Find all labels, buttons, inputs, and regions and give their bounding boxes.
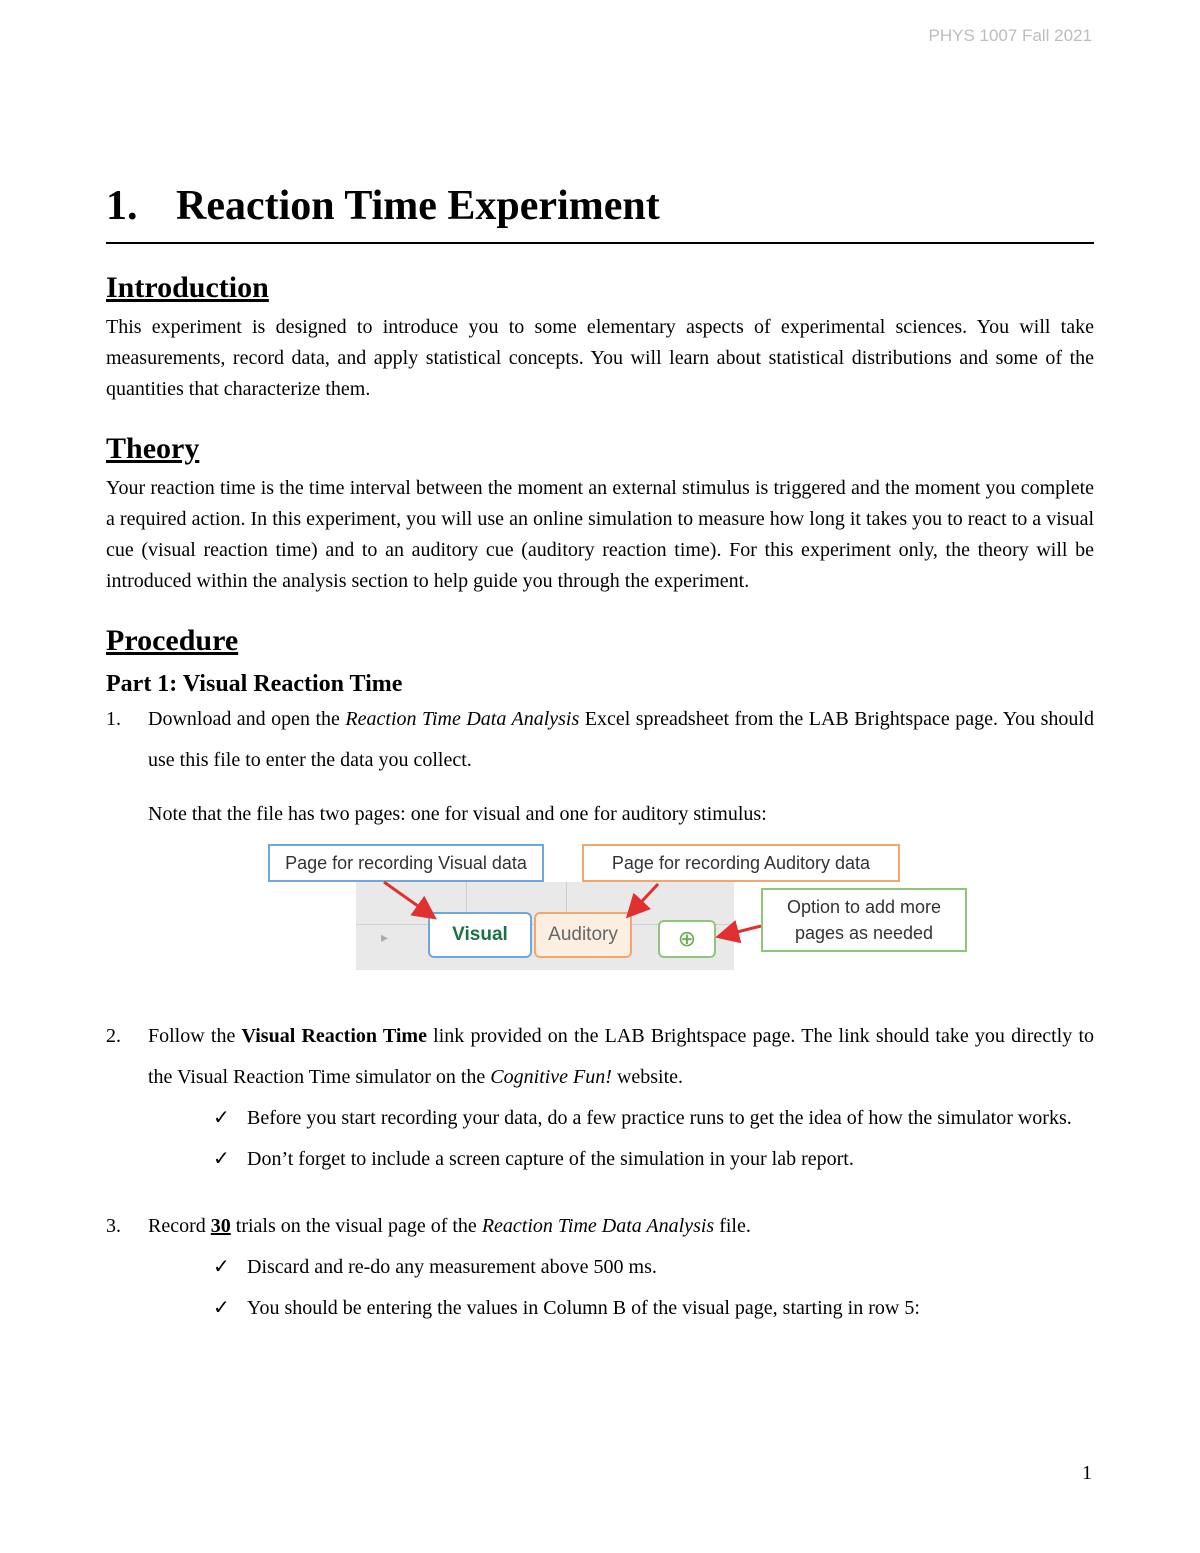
check-item xyxy=(213,1288,1094,1329)
step-text-part: Record xyxy=(148,1215,211,1237)
part1-heading: Part 1: Visual Reaction Time xyxy=(106,671,403,697)
step-text-part: link provided on the LAB Brightspace page. The link should take you directly to the Visual Reaction Time simulator on the xyxy=(148,1025,1095,1088)
procedure-step-2 xyxy=(106,1016,1094,1098)
check-icon: ✓ xyxy=(213,1148,230,1170)
link-name: Visual Reaction Time xyxy=(241,1025,427,1047)
arrow-to-add xyxy=(721,926,761,936)
step-text-part: Excel spreadsheet from the LAB Brightspace page. You should use this file to enter the data you collect. xyxy=(148,708,1094,771)
step-text-part: website. xyxy=(611,1066,684,1088)
title-number: 1. xyxy=(106,183,138,229)
course-header: PHYS 1007 Fall 2021 xyxy=(928,26,1092,45)
check-icon: ✓ xyxy=(213,1107,230,1129)
check-text: Discard and re-do any measurement above 500 ms. xyxy=(247,1256,657,1278)
introduction-text: This experiment is designed to introduce you to some elementary aspects of experimental sciences. You will take measurements, record data, and apply statistical concepts. You will learn about statistical distributions and some of the quantities that characterize them. xyxy=(106,316,1094,400)
add-sheet-icon: ⊕ xyxy=(658,920,716,958)
file-name: Reaction Time Data Analysis xyxy=(481,1215,715,1237)
page-title xyxy=(106,182,1094,244)
step-text xyxy=(148,1206,1094,1247)
page-number: 1 xyxy=(1082,1462,1092,1484)
procedure-step-1 xyxy=(106,699,1094,781)
theory-heading: Theory xyxy=(106,432,200,465)
step-number: 1. xyxy=(106,708,121,730)
check-text: You should be entering the values in Column B of the visual page, starting in row 5: xyxy=(247,1297,920,1319)
arrow-to-auditory xyxy=(630,884,658,914)
check-text: Before you start recording your data, do a few practice runs to get the idea of how the simulator works. xyxy=(247,1107,1072,1129)
introduction-heading: Introduction xyxy=(106,271,269,304)
step-text xyxy=(148,1016,1094,1098)
document-body xyxy=(106,182,1094,1329)
note-text: Note that the file has two pages: one for visual and one for auditory stimulus: xyxy=(148,803,767,825)
check-text: Don’t forget to include a screen capture of the simulation in your lab report. xyxy=(247,1148,854,1170)
callout-visual: Page for recording Visual data xyxy=(268,844,544,882)
arrow-to-visual xyxy=(384,882,432,916)
scroll-arrow-icon: ▸ xyxy=(381,930,389,946)
procedure-heading: Procedure xyxy=(106,624,239,657)
check-item xyxy=(213,1247,1094,1288)
theory-text: Your reaction time is the time interval between the moment an external stimulus is triggered and the moment you complete a required action. In this experiment, you will use an online simulation to measure how long it takes you to react to a visual cue (visual reaction time) and to an auditory cue (auditory reaction time). For this experiment only, the theory will be introduced within the analysis section to help guide you through the experiment. xyxy=(106,477,1094,592)
check-icon: ✓ xyxy=(213,1256,230,1278)
check-icon: ✓ xyxy=(213,1297,230,1319)
callout-add: Option to add more pages as needed xyxy=(761,888,967,952)
tab-visual: Visual xyxy=(428,912,532,958)
step-text-part: Follow the xyxy=(148,1025,242,1047)
step-number: 3. xyxy=(106,1215,121,1237)
spreadsheet-tabs-figure xyxy=(266,844,966,974)
tab-auditory: Auditory xyxy=(534,912,632,958)
arrows xyxy=(266,844,966,974)
step-number: 2. xyxy=(106,1025,121,1047)
check-item xyxy=(213,1139,1094,1180)
step-text-part: file. xyxy=(714,1215,751,1237)
title-text: Reaction Time Experiment xyxy=(176,183,660,229)
trial-count: 30 xyxy=(210,1215,231,1237)
procedure-step-3 xyxy=(106,1206,1094,1247)
step-text xyxy=(148,699,1094,781)
file-name: Reaction Time Data Analysis xyxy=(345,708,580,730)
callout-auditory: Page for recording Auditory data xyxy=(582,844,900,882)
step-text-part: Download and open the xyxy=(148,708,346,730)
step-text-part: trials on the visual page of the xyxy=(230,1215,482,1237)
check-item xyxy=(213,1098,1094,1139)
website-name: Cognitive Fun! xyxy=(490,1066,612,1088)
